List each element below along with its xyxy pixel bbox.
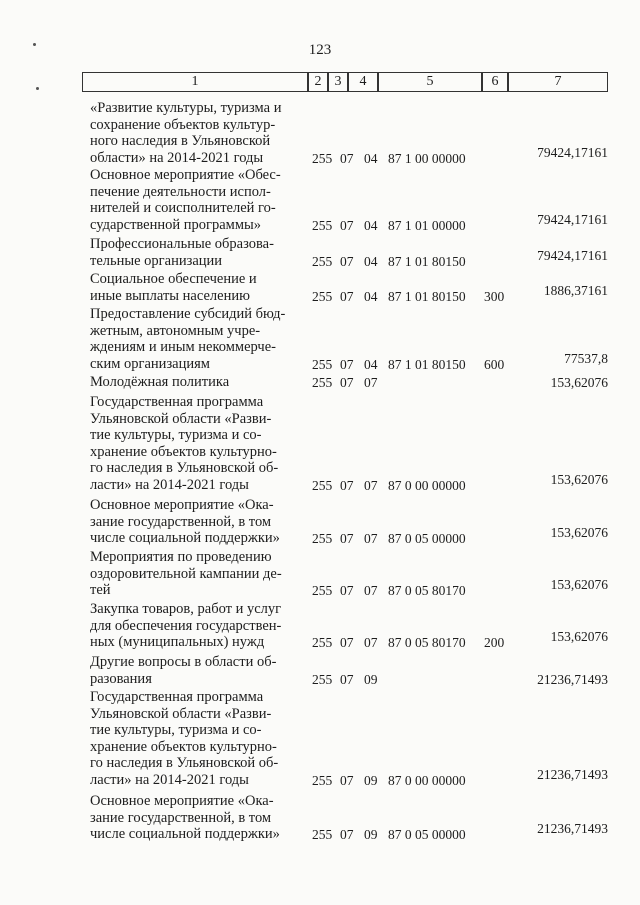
description-line: ским организациям — [90, 355, 210, 372]
section-code: 07 — [340, 827, 354, 843]
description-line: Ульяновской области «Разви- — [90, 410, 272, 427]
amount: 79424,17161 — [537, 144, 608, 160]
chapter-code: 255 — [312, 150, 333, 166]
subsection-code: 04 — [364, 253, 378, 269]
row-description — [90, 100, 306, 166]
header-cell-1: 1 — [82, 72, 308, 92]
description-line: печение деятельности испол- — [90, 183, 271, 200]
subsection-code: 07 — [364, 635, 378, 651]
amount: 21236,71493 — [537, 671, 608, 687]
subsection-code: 09 — [364, 773, 378, 788]
description-line: ждениям и иным некоммерче- — [90, 339, 276, 356]
chapter-code: 255 — [312, 827, 333, 843]
amount: 21236,71493 — [537, 821, 608, 837]
description-line: Предоставление субсидий бюд- — [90, 306, 286, 322]
header-cell-7: 7 — [508, 72, 608, 92]
row-description — [90, 394, 306, 494]
target-article-code: 87 1 01 80150 — [388, 288, 466, 304]
target-article-code: 87 0 05 80170 — [388, 583, 466, 599]
section-code: 07 — [340, 531, 354, 547]
chapter-code: 255 — [312, 773, 333, 788]
target-article-code: 87 0 00 00000 — [388, 773, 466, 788]
section-code: 07 — [340, 253, 354, 269]
subsection-code: 07 — [364, 478, 378, 493]
section-code: 07 — [340, 635, 354, 651]
chapter-code: 255 — [312, 288, 333, 304]
target-article-code: 87 1 01 00000 — [388, 217, 466, 233]
row-description — [90, 601, 306, 651]
description-line: сохранение объектов культур- — [90, 116, 276, 133]
description-line: хранение объектов культурно- — [90, 443, 277, 460]
row-description — [90, 497, 306, 547]
target-article-code: 87 1 00 00000 — [388, 150, 466, 166]
target-article-code: 87 0 05 00000 — [388, 827, 466, 843]
subsection-code: 09 — [364, 671, 378, 687]
subsection-code: 04 — [364, 288, 378, 304]
description-line: Ульяновской области «Разви- — [90, 705, 272, 722]
description-line: Молодёжная политика — [90, 374, 230, 390]
description-line: ласти» на 2014-2021 годы — [90, 771, 249, 788]
subsection-code: 07 — [364, 531, 378, 547]
description-line: для обеспечения государствен- — [90, 617, 282, 634]
chapter-code: 255 — [312, 253, 333, 269]
target-article-code: 87 1 01 80150 — [388, 356, 466, 372]
section-code: 07 — [340, 478, 354, 493]
description-line: Закупка товаров, работ и услуг — [90, 601, 282, 617]
description-line: хранение объектов культурно- — [90, 738, 277, 755]
description-line: зание государственной, в том — [90, 513, 272, 530]
amount: 153,62076 — [550, 375, 608, 390]
target-article-code: 87 0 00 00000 — [388, 478, 466, 493]
amount: 21236,71493 — [537, 767, 608, 782]
description-line: зание государственной, в том — [90, 809, 272, 826]
description-line: го наследия в Ульяновской об- — [90, 755, 279, 772]
description-line: ных (муниципальных) нужд — [90, 634, 265, 651]
description-line: Социальное обеспечение и — [90, 271, 257, 287]
description-line: Основное мероприятие «Обес- — [90, 167, 281, 183]
header-cell-2: 2 — [308, 72, 328, 92]
header-cell-5: 5 — [378, 72, 482, 92]
header-cell-4: 4 — [348, 72, 378, 92]
amount: 1886,37161 — [543, 282, 608, 298]
section-code: 07 — [340, 356, 354, 372]
row-description — [90, 654, 306, 687]
chapter-code: 255 — [312, 217, 333, 233]
subsection-code: 07 — [364, 583, 378, 599]
description-line: Профессиональные образова- — [90, 236, 274, 252]
section-code: 07 — [340, 150, 354, 166]
section-code: 07 — [340, 671, 354, 687]
row-description — [90, 167, 306, 233]
description-line: числе социальной поддержки» — [90, 826, 280, 843]
description-line: Государственная программа — [90, 394, 264, 410]
description-line: числе социальной поддержки» — [90, 530, 280, 547]
scan-speck — [36, 87, 39, 90]
row-description — [90, 306, 306, 372]
row-description — [90, 793, 306, 843]
target-article-code: 87 0 05 80170 — [388, 635, 466, 651]
chapter-code: 255 — [312, 531, 333, 547]
description-line: тие культуры, туризма и со- — [90, 427, 262, 444]
row-description — [90, 374, 306, 391]
description-line: Другие вопросы в области об- — [90, 654, 277, 670]
description-line: оздоровительной кампании де- — [90, 565, 282, 582]
subsection-code: 04 — [364, 150, 378, 166]
target-article-code: 87 1 01 80150 — [388, 253, 466, 269]
description-line: тие культуры, туризма и со- — [90, 722, 262, 739]
section-code: 07 — [340, 217, 354, 233]
description-line: ласти» на 2014-2021 годы — [90, 476, 249, 493]
section-code: 07 — [340, 375, 354, 390]
subsection-code: 04 — [364, 356, 378, 372]
expense-type-code: 300 — [484, 288, 505, 304]
description-line: сударственной программы» — [90, 216, 262, 233]
row-description — [90, 689, 306, 789]
chapter-code: 255 — [312, 635, 333, 651]
subsection-code: 07 — [364, 375, 378, 390]
description-line: иные выплаты населению — [90, 287, 250, 304]
header-cell-6: 6 — [482, 72, 508, 92]
chapter-code: 255 — [312, 671, 333, 687]
amount: 79424,17161 — [537, 211, 608, 227]
description-line: разования — [90, 670, 152, 687]
description-line: тей — [90, 582, 111, 599]
row-description — [90, 549, 306, 599]
description-line: Основное мероприятие «Ока- — [90, 793, 274, 809]
description-line: ного наследия в Ульяновской — [90, 133, 271, 150]
amount: 77537,8 — [564, 350, 608, 366]
expense-type-code: 200 — [484, 635, 505, 651]
description-line: тельные организации — [90, 252, 223, 269]
page-number: 123 — [308, 42, 332, 58]
row-description — [90, 236, 306, 269]
chapter-code: 255 — [312, 583, 333, 599]
description-line: Мероприятия по проведению — [90, 549, 272, 565]
description-line: области» на 2014-2021 годы — [90, 149, 264, 166]
description-line: нителей и соисполнителей го- — [90, 200, 276, 217]
description-line: Государственная программа — [90, 689, 264, 705]
row-description — [90, 271, 306, 304]
chapter-code: 255 — [312, 478, 333, 493]
description-line: Основное мероприятие «Ока- — [90, 497, 274, 513]
expense-type-code: 600 — [484, 356, 505, 372]
description-line: жетным, автономным учре- — [90, 322, 261, 339]
section-code: 07 — [340, 288, 354, 304]
amount: 153,62076 — [550, 629, 608, 645]
description-line: го наследия в Ульяновской об- — [90, 460, 279, 477]
chapter-code: 255 — [312, 375, 333, 390]
chapter-code: 255 — [312, 356, 333, 372]
amount: 153,62076 — [550, 525, 608, 541]
header-cell-3: 3 — [328, 72, 348, 92]
amount: 153,62076 — [550, 472, 608, 487]
amount: 79424,17161 — [537, 247, 608, 263]
section-code: 07 — [340, 773, 354, 788]
amount: 153,62076 — [550, 577, 608, 593]
description-line: «Развитие культуры, туризма и — [90, 100, 282, 116]
section-code: 07 — [340, 583, 354, 599]
target-article-code: 87 0 05 00000 — [388, 531, 466, 547]
subsection-code: 04 — [364, 217, 378, 233]
subsection-code: 09 — [364, 827, 378, 843]
